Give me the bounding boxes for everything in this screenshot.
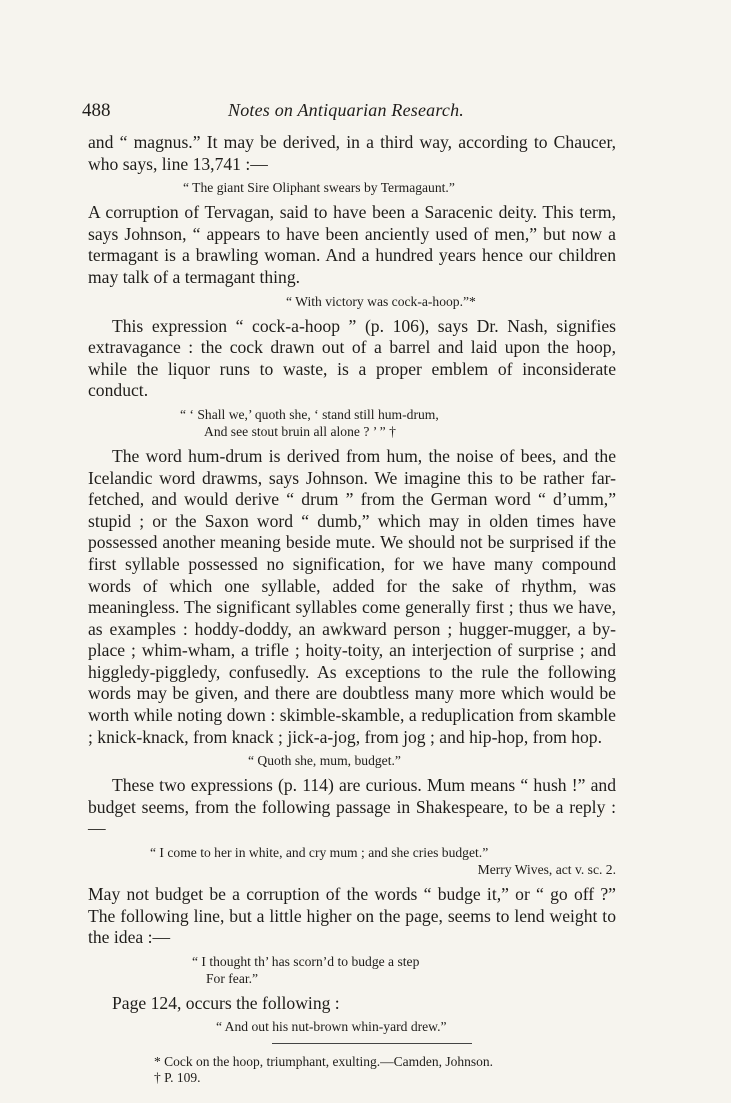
quote-citation: Merry Wives, act v. sc. 2. (477, 862, 616, 878)
page-header (82, 100, 616, 130)
quote-budge (88, 953, 616, 987)
paragraph-7: Page 124, occurs the following : (112, 992, 340, 1013)
quote-line: “ I come to her in white, and cry mum ; and she cries budget.” (150, 845, 489, 861)
footnote-1: * Cock on the hoop, triumphant, exulting.—Camden, Johnson. (154, 1054, 493, 1070)
quote-shakespeare (88, 844, 616, 878)
quote-line: “ ‘ Shall we,’ quoth she, ‘ stand still hum-drum, (180, 406, 439, 422)
paragraph-1: and “ magnus.” It may be derived, in a third way, according to Chaucer, who says, line 13,741 :— (88, 132, 616, 174)
paragraph-6: May not budget be a corruption of the words “ budge it,” or “ go off ?” The following line, but a little higher on the page, seems to lend weight to the idea :— (88, 884, 616, 948)
quote-line: And see stout bruin all alone ? ’ ” † (204, 423, 396, 439)
quote-line: For fear.” (206, 970, 259, 986)
footnotes (88, 1054, 616, 1086)
quote-line: “ And out his nut-brown whin-yard drew.” (216, 1019, 447, 1035)
footnote-2: † P. 109. (154, 1070, 201, 1086)
quote-line: “ I thought th’ has scorn’d to budge a step (192, 953, 420, 969)
paragraph-4: The word hum-drum is derived from hum, the noise of bees, and the Icelandic word drawms, says Johnson. We imagine this to be rather far-fetched, and would derive “ drum ” from the German word “ d’umm,” stupid ; or the Saxon word “ dumb,” which may in olden times have possessed another meaning beside mute. We should not be surprised if the first syllable possessed no signification, for we have many compound words of which one syllable, added for the sake of rhythm, was meaningless. The significant syllables come generally first ; thus we have, as examples : hoddy-doddy, an awkward person ; hugger-mugger, a by-place ; whim-wham, a trifle ; hoity-toity, an interjection of surprise ; and higgledy-piggledy, confusedly. As exceptions to the rule the following words may be given, and there are doubtless many more which would be worth while noting down : skimble-skamble, a reduplication from skamble ; knick-knack, from knack ; jick-a-jog, from jog ; and hip-hop, from hop. (88, 445, 616, 747)
quote-line: “ Quoth she, mum, budget.” (248, 753, 401, 769)
paragraph-5: These two expressions (p. 114) are curious. Mum means “ hush !” and budget seems, from the following passage in Shakespeare, to be a reply :— (88, 775, 616, 839)
quote-line: “ The giant Sire Oliphant swears by Termagaunt.” (183, 180, 455, 196)
quote-hum-drum (88, 406, 616, 440)
page-number: 488 (82, 100, 111, 121)
running-title: Notes on Antiquarian Research. (228, 100, 464, 120)
footnote-divider (272, 1043, 472, 1044)
quote-whin-yard (88, 1018, 616, 1035)
quote-line: “ With victory was cock-a-hoop.”* (286, 293, 476, 309)
quote-chaucer (88, 179, 616, 196)
paragraph-2: A corruption of Tervagan, said to have been a Saracenic deity. This term, says Johnson, “ appears to have been anciently used of men,” but now a termagant is a brawling woman. And a hundred years hence our children may talk of a termagant thing. (88, 202, 616, 287)
quote-cock-a-hoop (88, 293, 616, 310)
quote-mum-budget (88, 752, 616, 769)
paragraph-3: This expression “ cock-a-hoop ” (p. 106), says Dr. Nash, signifies extravagance : the cock drawn out of a barrel and laid upon the hoop, while the liquor runs to waste, is a proper emblem of inconsiderate conduct. (88, 315, 616, 401)
